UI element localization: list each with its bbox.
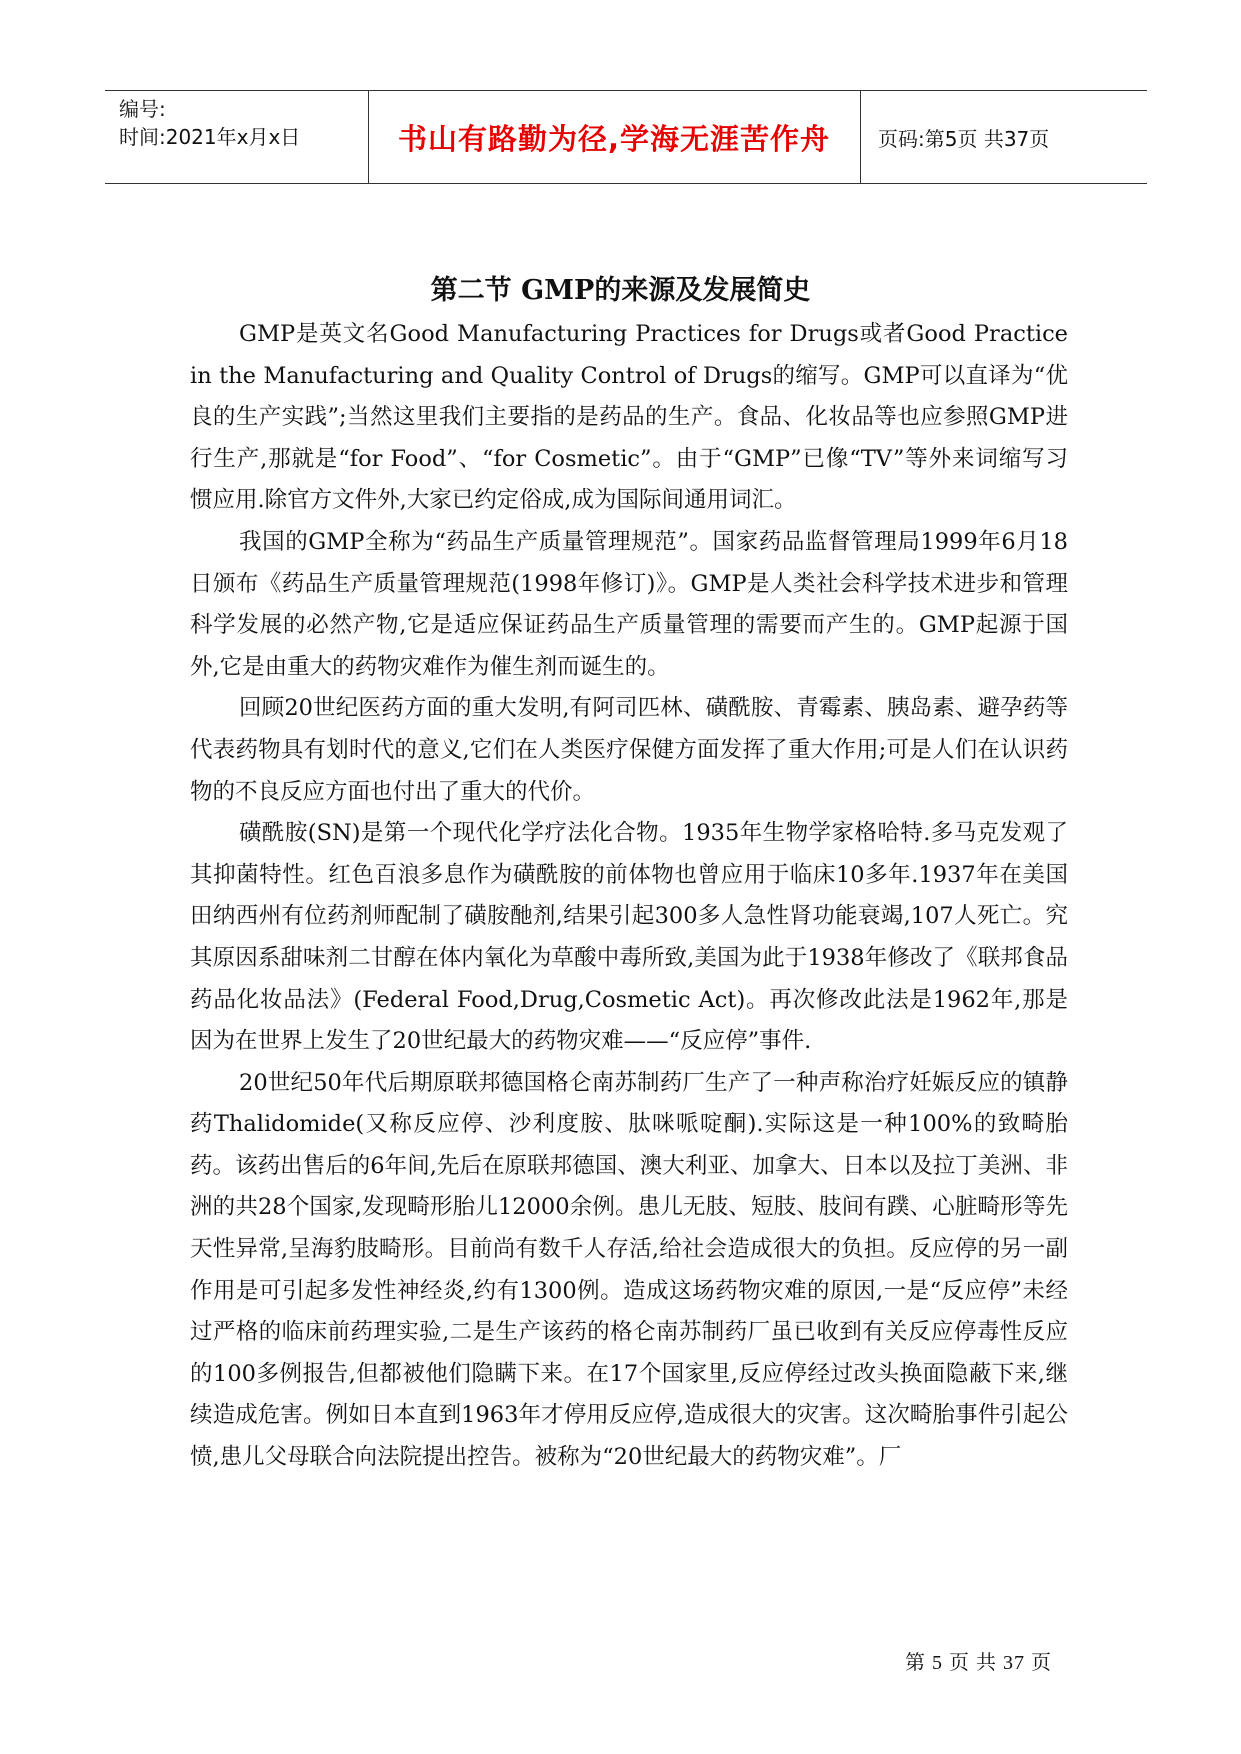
- number-label: 编号:: [119, 97, 166, 121]
- paragraph: 20世纪50年代后期原联邦德国格仑南苏制药厂生产了一种声称治疗妊娠反应的镇静药Thalidomide(又称反应停、沙利度胺、肽咪哌啶酮).实际这是一种100%的致畸胎药。该药出售后的6年间,先后在原联邦德国、澳大利亚、加拿大、日本以及拉丁美洲、非洲的共28个国家,发现畸形胎儿12000余例。患儿无肢、短肢、肢间有蹼、心脏畸形等先天性异常,呈海豹肢畸形。目前尚有数千人存活,给社会造成很大的负担。反应停的另一副作用是可引起多发性神经炎,约有1300例。造成这场药物灾难的原因,一是“反应停”未经过严格的临床前药理实验,二是生产该药的格仑南苏制药厂虽已收到有关反应停毒性反应的100多例报告,但都被他们隐瞒下来。在17个国家里,反应停经过改头换面隐蔽下来,继续造成危害。例如日本直到1963年才停用反应停,造成很大的灾害。这次畸胎事件引起公愤,患儿父母联合向法院提出控告。被称为“20世纪最大的药物灾难”。厂: [190, 1069, 1068, 1471]
- motto: 书山有路勤为径,学海无涯苦作舟: [397, 121, 831, 156]
- page-footer: 第 5 页 共 37 页: [905, 1652, 1052, 1674]
- section-title: 第二节 GMP的来源及发展简史: [430, 275, 811, 306]
- paragraph: 磺酰胺(SN)是第一个现代化学疗法化合物。1935年生物学家格哈特.多马克发观了其抑菌特性。红色百浪多息作为磺酰胺的前体物也曾应用于临床10多年.1937年在美国田纳西州有位药剂师配制了磺胺酏剂,结果引起300多人急性肾功能衰竭,107人死亡。究其原因系甜味剂二甘醇在体内氧化为草酸中毒所致,美国为此于1938年修改了《联邦食品药品化妆品法》(Federal Food,Drug,Cosmetic Act)。再次修改此法是1962年,那是因为在世界上发生了20世纪最大的药物灾难——“反应停”事件.: [190, 820, 1068, 1055]
- body-text: [190, 314, 1068, 1479]
- paragraph: 我国的GMP全称为“药品生产质量管理规范”。国家药品监督管理局1999年6月18日颁布《药品生产质量管理规范(1998年修订)》。GMP是人类社会科学技术进步和管理科学发展的必然产物,它是适应保证药品生产质量管理的需要而产生的。GMP起源于国外,它是由重大的药物灾难作为催生剂而诞生的。: [190, 528, 1068, 680]
- page-info: 页码:第5页 共37页: [878, 126, 1050, 151]
- header-table: [105, 90, 1147, 184]
- header-meta: [119, 95, 300, 151]
- time-label: 时间:2021年x月x日: [119, 125, 301, 149]
- paragraph: GMP是英文名Good Manufacturing Practices for Drugs或者Good Practice in the Manufacturing and Quality Control of Drugs的缩写。GMP可以直译为“优良的生产实践”;当然这里我们主要指的是药品的生产。食品、化妆品等也应参照GMP进行生产,那就是“for Food”、“for Cosmetic”。由于“GMP”已像“TV”等外来词缩写习惯应用.除官方文件外,大家已约定俗成,成为国际间通用词汇。: [190, 321, 1068, 514]
- paragraph: 回顾20世纪医药方面的重大发明,有阿司匹林、磺酰胺、青霉素、胰岛素、避孕药等代表药物具有划时代的意义,它们在人类医疗保健方面发挥了重大作用;可是人们在认识药物的不良反应方面也付出了重大的代价。: [190, 695, 1068, 805]
